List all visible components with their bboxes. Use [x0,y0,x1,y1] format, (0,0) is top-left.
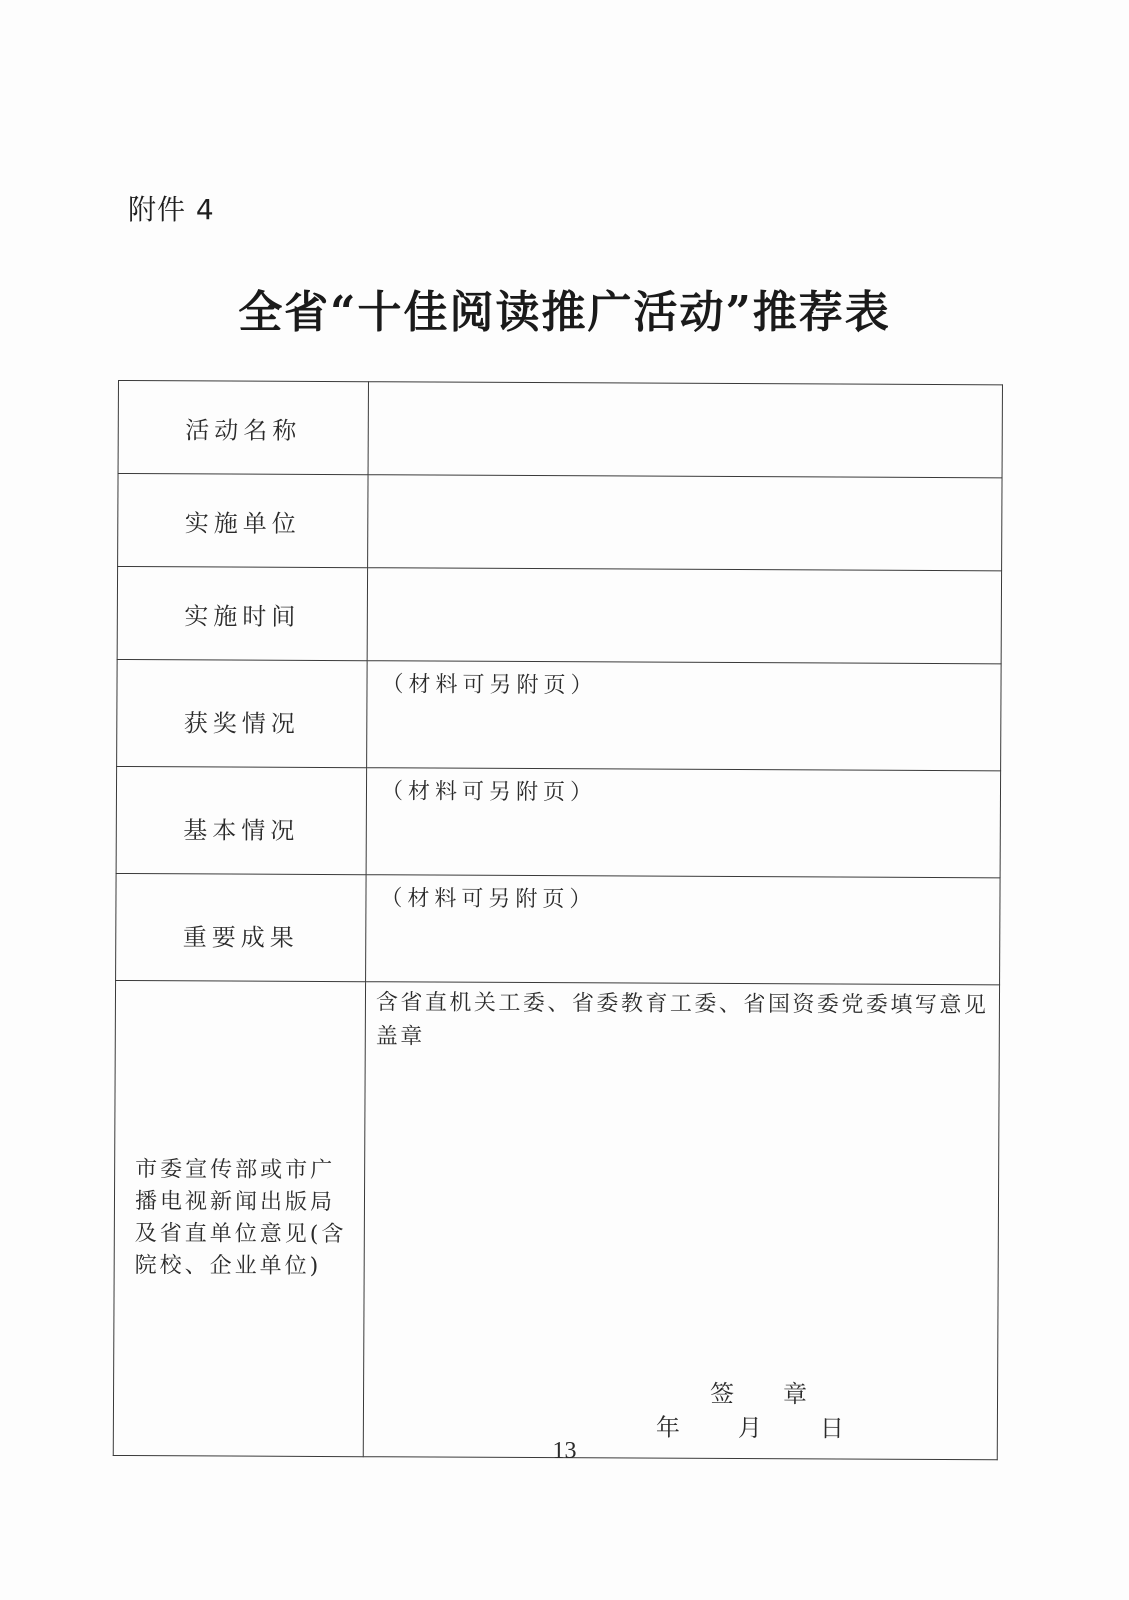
basic-info-note: （材料可另附页） [380,779,598,806]
seal-label: 章 [782,1380,809,1409]
month-label: 月 [737,1414,762,1443]
field-basic-info[interactable] [366,768,1001,878]
form-row-opinion [113,980,999,1459]
field-achievements[interactable] [366,875,1001,985]
form-row-awards [117,659,1002,770]
form-row-activity-name [118,381,1002,478]
year-label: 年 [655,1413,680,1442]
form-row-basic-info [116,766,1001,877]
field-implementing-time[interactable] [367,568,1001,664]
field-opinion[interactable] [363,982,999,1460]
page-number: 13 [552,1438,577,1464]
document-title: 全省“十佳阅读推广活动”推荐表 [238,287,891,338]
sign-label: 签 [709,1379,736,1409]
opinion-note: 含省直机关工委、省委教育工委、省国资委党委填写意见盖章 [375,990,989,1050]
awards-note: （材料可另附页） [381,672,598,699]
label-implementing-time: 实施时间 [117,567,367,661]
achievements-note: （材料可另附页） [380,886,597,913]
day-label: 日 [819,1414,844,1443]
label-achievements: 重要成果 [116,873,367,981]
form-row-implementing-time [117,567,1001,664]
label-awards: 获奖情况 [117,659,368,767]
label-opinion: 市委宣传部或市广播电视新闻出版局及省直单位意见(含院校、企业单位) [113,980,365,1456]
field-activity-name[interactable] [368,382,1002,478]
label-activity-name: 活动名称 [118,381,368,475]
label-basic-info: 基本情况 [116,766,367,874]
form-row-implementing-unit [118,474,1002,571]
recommendation-form-table [113,380,1003,1460]
field-implementing-unit[interactable] [368,475,1002,571]
label-implementing-unit: 实施单位 [118,474,368,568]
attachment-label: 附件 4 [128,193,215,226]
form-row-achievements [116,873,1001,984]
field-awards[interactable] [367,661,1002,771]
signature-seal-line [710,1374,808,1409]
